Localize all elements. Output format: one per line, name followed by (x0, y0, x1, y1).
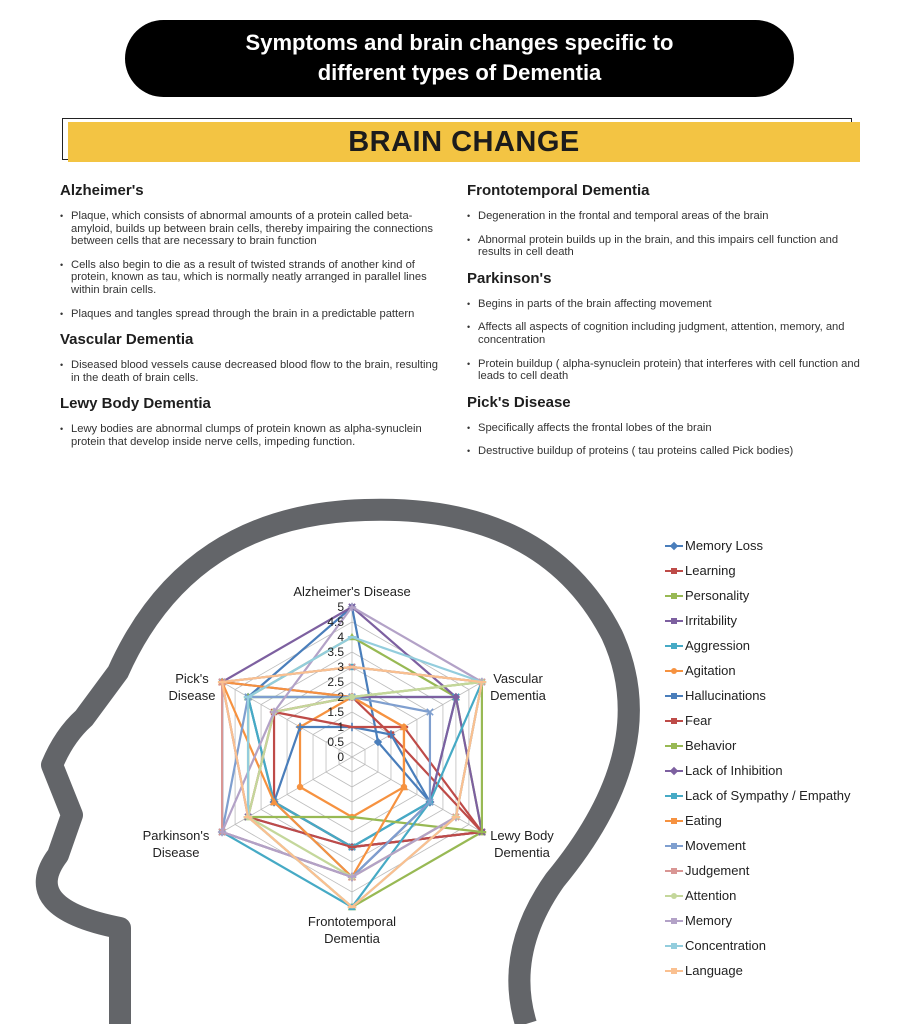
tick-label: 4.5 (327, 615, 344, 629)
left-column (60, 182, 445, 460)
section (467, 270, 862, 383)
axis-label: Pick's Disease (168, 671, 216, 703)
legend-label: Lack of Sympathy / Empathy (685, 788, 851, 803)
section (467, 394, 862, 458)
data-point (452, 816, 460, 818)
title-banner (125, 20, 794, 97)
legend-swatch (665, 615, 683, 627)
section-heading: Parkinson's (467, 269, 552, 287)
tick-label: 0.5 (327, 735, 344, 749)
section (60, 182, 445, 320)
legend-swatch (665, 740, 683, 752)
data-point (244, 816, 252, 818)
bullet-list (60, 359, 445, 384)
legend-swatch (665, 865, 683, 877)
data-point (348, 726, 356, 728)
bullet-item: • Begins in parts of the brain affecting movement (467, 298, 862, 311)
legend-swatch (665, 815, 683, 827)
legend-item-personality (665, 583, 850, 608)
legend-item-behavior (665, 733, 850, 758)
data-point (218, 681, 226, 683)
data-point (244, 696, 252, 698)
legend-label: Memory (685, 913, 732, 928)
legend-label: Agitation (685, 663, 736, 678)
legend-swatch (665, 765, 683, 777)
section-heading: Pick's Disease (467, 393, 571, 411)
chart-legend (665, 533, 850, 983)
data-point (478, 831, 486, 833)
legend-swatch (665, 715, 683, 727)
data-point (348, 636, 356, 638)
legend-swatch (665, 965, 683, 977)
tick-label: 4 (337, 630, 344, 644)
legend-swatch (665, 790, 683, 802)
legend-label: Judgement (685, 863, 750, 878)
section-heading: Lewy Body Dementia (60, 395, 211, 413)
legend-swatch (665, 890, 683, 902)
bullet-item: • Lewy bodies are abnormal clumps of protein known as alpha-synuclein protein that develop inside nerve cells, impeding function. (60, 423, 445, 448)
legend-item-aggression (665, 633, 850, 658)
data-point (348, 906, 356, 908)
tick-label: 3.5 (327, 645, 344, 659)
legend-label: Eating (685, 813, 722, 828)
section (467, 182, 862, 259)
legend-swatch (665, 565, 683, 577)
legend-item-agitation (665, 658, 850, 683)
legend-item-attention (665, 883, 850, 908)
axis-label: Frontotemporal Dementia (307, 914, 397, 946)
legend-item-movement (665, 833, 850, 858)
bullet-item: • Diseased blood vessels cause decreased blood flow to the brain, resulting in the death of brain cells. (60, 359, 445, 384)
legend-swatch (665, 590, 683, 602)
bullet-item: • Protein buildup ( alpha-synuclein protein) that interferes with cell function and leads to cell death (467, 358, 862, 383)
bullet-list (467, 422, 862, 458)
legend-label: Behavior (685, 738, 737, 753)
legend-swatch (665, 640, 683, 652)
legend-swatch (665, 915, 683, 927)
legend-item-lack-of-sympathy-empathy (665, 783, 850, 808)
legend-swatch (665, 940, 683, 952)
data-point (348, 846, 356, 848)
legend-item-fear (665, 708, 850, 733)
bullet-item: • Plaques and tangles spread through the brain in a predictable pattern (60, 308, 445, 321)
legend-label: Concentration (685, 938, 766, 953)
legend-item-memory-loss (665, 533, 850, 558)
tick-label: 0 (337, 750, 344, 764)
data-point (348, 816, 356, 818)
right-column (467, 182, 862, 469)
section-heading: Vascular Dementia (60, 331, 194, 349)
tick-label: 2.5 (327, 675, 344, 689)
legend-label: Lack of Inhibition (685, 763, 783, 778)
bullet-item: • Cells also begin to die as a result of twisted strands of another kind of protein, known as tau, which is normally neatly arranged in parallel lines within brain cells. (60, 259, 445, 297)
bullet-list (467, 210, 862, 259)
legend-item-memory (665, 908, 850, 933)
legend-item-language (665, 958, 850, 983)
legend-label: Aggression (685, 638, 751, 653)
tick-label: 3 (337, 660, 344, 674)
legend-label: Learning (685, 563, 736, 578)
legend-label: Memory Loss (685, 538, 764, 553)
bullet-list (60, 423, 445, 448)
legend-item-lack-of-inhibition (665, 758, 850, 783)
legend-label: Hallucinations (685, 688, 766, 703)
axis-label: Lewy Body Dementia (490, 828, 554, 860)
section-heading: Alzheimer's (60, 182, 144, 199)
section-heading: Frontotemporal Dementia (467, 182, 650, 199)
legend-label: Fear (685, 713, 712, 728)
data-point (297, 784, 303, 790)
bullet-item: • Specifically affects the frontal lobes of the brain (467, 422, 862, 435)
legend-item-irritability (665, 608, 850, 633)
data-point (478, 681, 486, 683)
legend-swatch (665, 840, 683, 852)
legend-label: Attention (685, 888, 737, 903)
bullet-item: • Abnormal protein builds up in the brain, and this impairs cell function and results in cell death (467, 234, 862, 259)
section-banner: BRAIN CHANGE (68, 122, 860, 162)
legend-label: Personality (685, 588, 750, 603)
axis-label: Alzheimer's Disease (293, 584, 411, 599)
tick-label: 2 (337, 690, 344, 704)
tick-label: 5 (337, 600, 344, 614)
bullet-list (467, 298, 862, 383)
legend-label: Irritability (685, 613, 738, 628)
bullet-item: • Plaque, which consists of abnormal amounts of a protein called beta-amyloid, builds up between brain cells, thereby impairing the connections between cells that are necessary to brain function (60, 210, 445, 248)
legend-label: Movement (685, 838, 746, 853)
section (60, 395, 445, 448)
data-point (348, 666, 356, 668)
data-point (349, 694, 355, 700)
axis-label: Vascular Dementia (490, 671, 546, 703)
legend-label: Language (685, 963, 743, 978)
legend-item-learning (665, 558, 850, 583)
tick-label: 1 (337, 720, 344, 734)
legend-swatch (665, 540, 683, 552)
legend-item-concentration (665, 933, 850, 958)
legend-swatch (665, 665, 683, 677)
legend-item-hallucinations (665, 683, 850, 708)
legend-item-judgement (665, 858, 850, 883)
legend-item-eating (665, 808, 850, 833)
axis-label: Parkinson's Disease (142, 828, 210, 860)
tick-label: 1.5 (327, 705, 344, 719)
section (60, 331, 445, 384)
bullet-list (60, 210, 445, 320)
bullet-item: • Degeneration in the frontal and temporal areas of the brain (467, 210, 862, 223)
bullet-item: • Destructive buildup of proteins ( tau proteins called Pick bodies) (467, 445, 862, 458)
legend-swatch (665, 690, 683, 702)
title-line-2: different types of Dementia (317, 60, 602, 85)
bullet-item: • Affects all aspects of cognition including judgment, attention, memory, and concentration (467, 321, 862, 346)
title-line-1: Symptoms and brain changes specific to (245, 30, 674, 55)
